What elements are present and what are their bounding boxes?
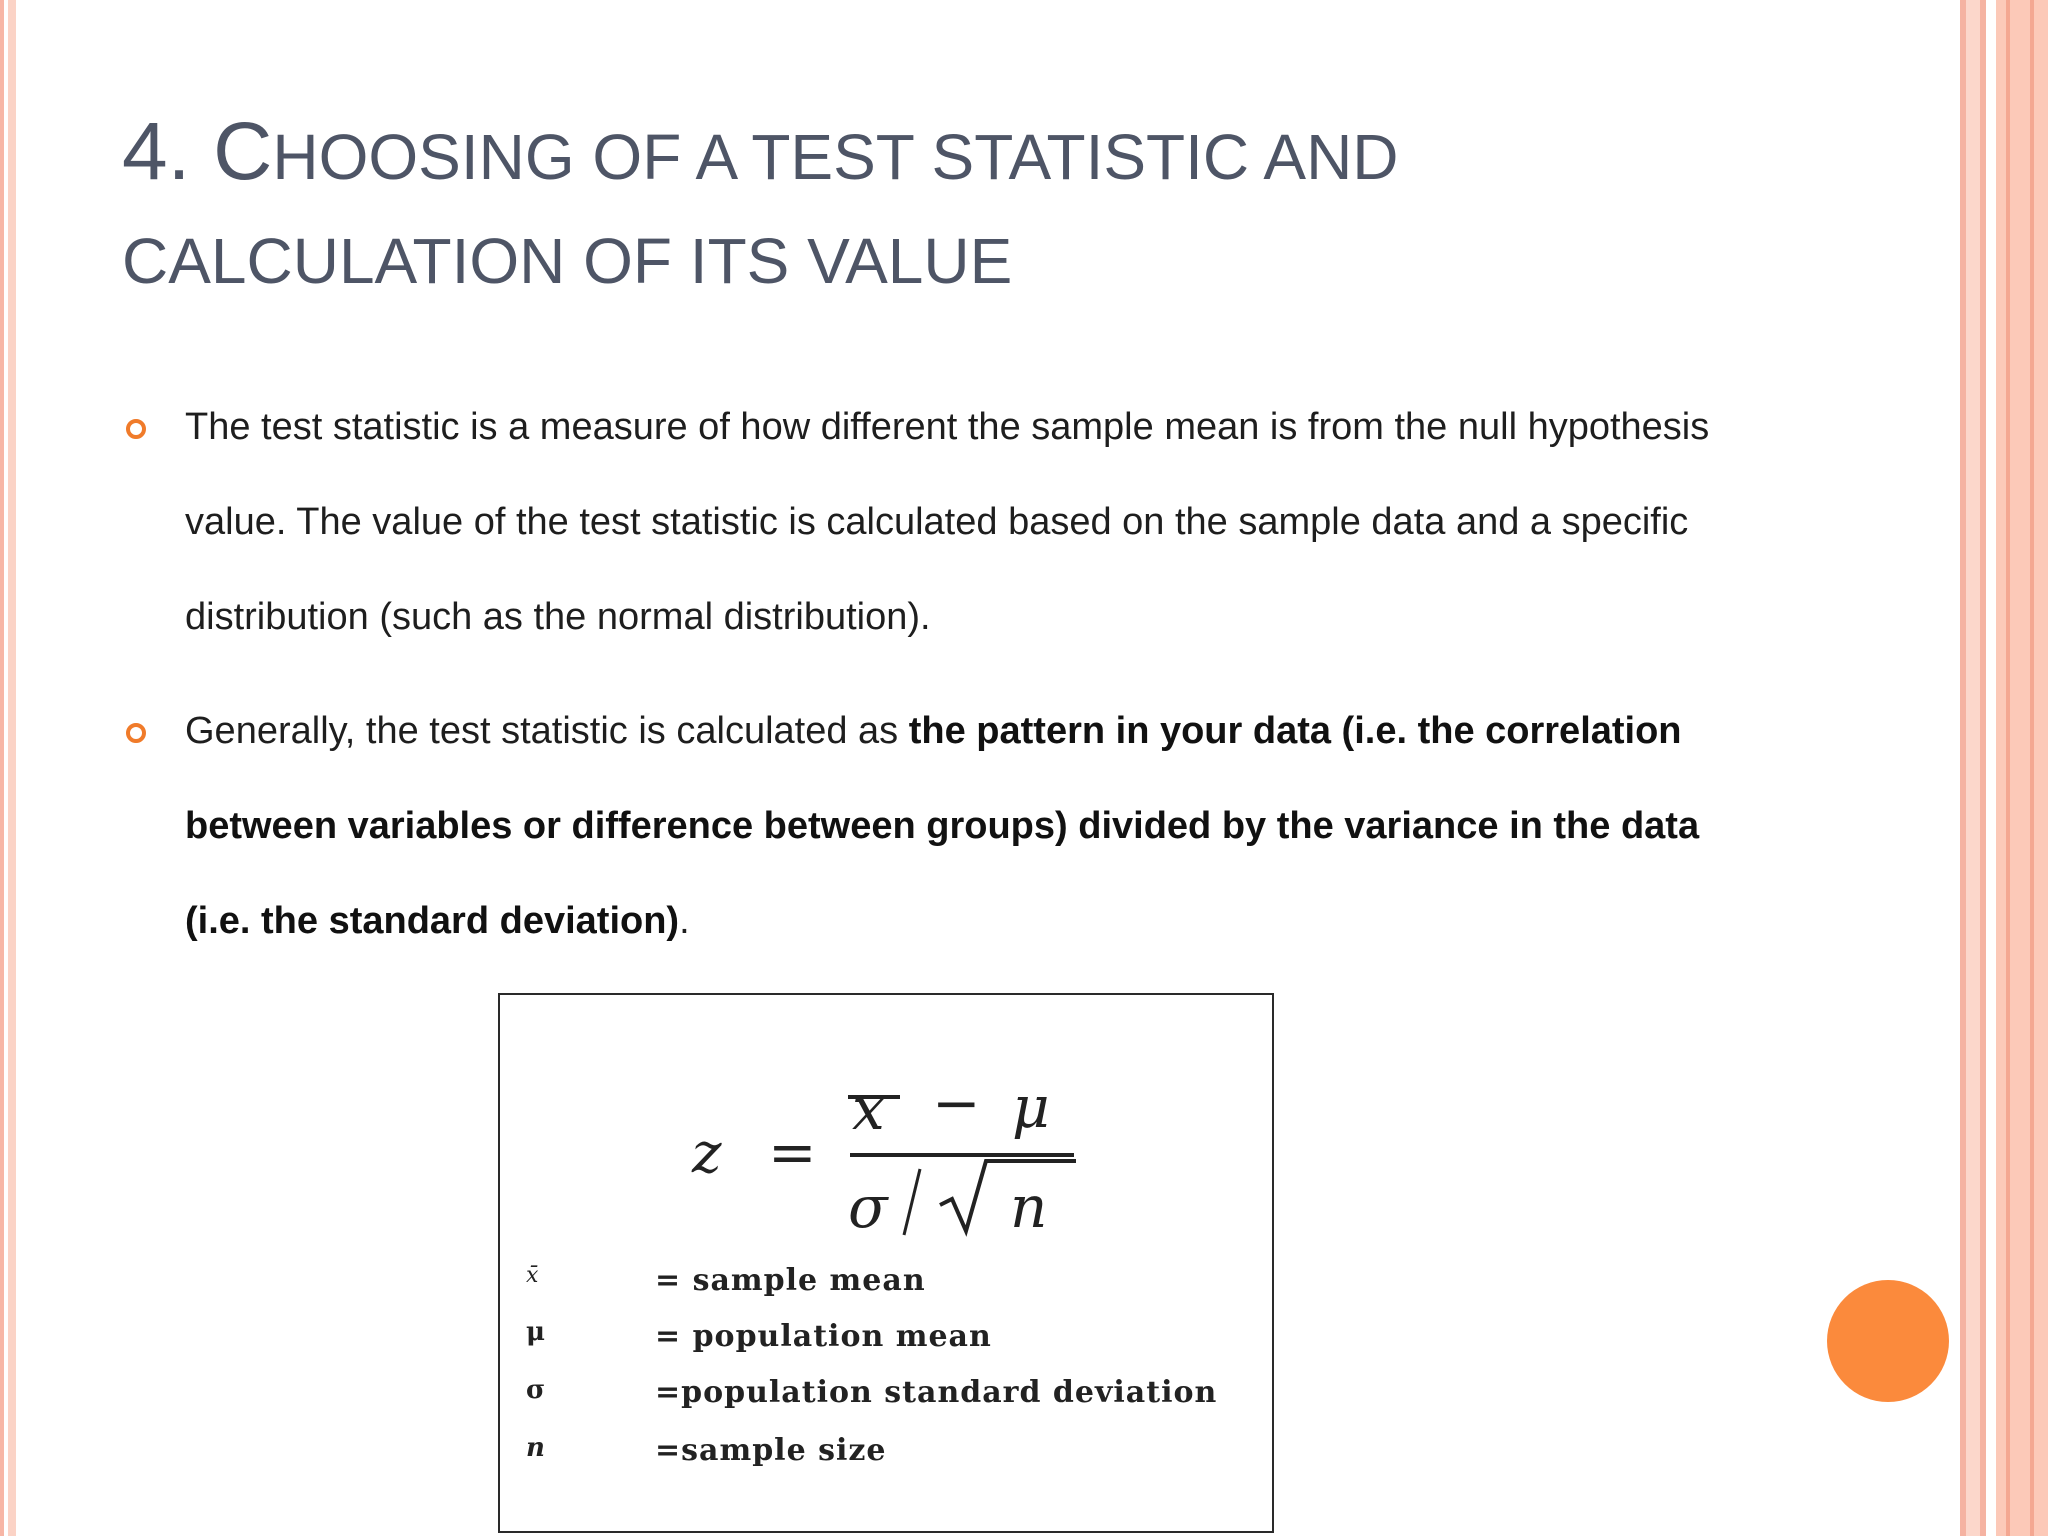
legend-symbol-mu: μ bbox=[526, 1317, 546, 1347]
bullet-text-1: The test statistic is a measure of how different the sample mean is from the null hypothesis value. The value of the test statistic is calculated based on the sample data and a specific distribution (such as the normal distribution). bbox=[185, 406, 1710, 638]
formula-sigma: σ bbox=[848, 1173, 888, 1241]
bullet-2-end: . bbox=[679, 900, 690, 942]
bullet-ring-icon bbox=[124, 721, 148, 745]
sqrt-sign bbox=[940, 1161, 1076, 1231]
legend-symbol-n: n bbox=[526, 1433, 545, 1463]
formula-z: z bbox=[692, 1121, 722, 1186]
formula-equals: = bbox=[768, 1118, 817, 1186]
right-border-gap bbox=[1986, 0, 1996, 1536]
bullet-2-plain: Generally, the test statistic is calculated as bbox=[185, 710, 909, 752]
legend-symbol-xbar: x̄ bbox=[526, 1263, 539, 1288]
title-first-char: 4. C bbox=[122, 106, 273, 197]
formula-box bbox=[498, 993, 1274, 1533]
right-border-line bbox=[2030, 0, 2034, 1536]
bullet-2-bold: the pattern in your data (i.e. the correlation between variables or difference between groups) divided by the variance in the data (i.e. the standard deviation) bbox=[185, 710, 1700, 942]
legend-desc-sigma: =population standard deviation bbox=[655, 1375, 1218, 1410]
formula-n: n bbox=[1010, 1173, 1048, 1241]
legend-desc-n: =sample size bbox=[655, 1433, 887, 1468]
right-border-stripe bbox=[1966, 0, 1980, 1536]
formula-minus: − bbox=[932, 1069, 981, 1137]
bullet-ring-icon bbox=[124, 417, 148, 441]
legend-symbol-sigma: σ bbox=[526, 1375, 546, 1405]
right-border-line bbox=[2006, 0, 2010, 1536]
formula-x: x bbox=[852, 1075, 885, 1143]
legend-desc-xbar: = sample mean bbox=[655, 1263, 926, 1298]
left-border-stripe bbox=[0, 0, 4, 1536]
title-line1: HOOSING OF A TEST STATISTIC AND bbox=[272, 121, 1399, 193]
accent-circle bbox=[1827, 1280, 1949, 1402]
formula-mu: μ bbox=[1012, 1073, 1050, 1141]
left-border-stripe-inner bbox=[8, 0, 16, 1536]
slide-title bbox=[122, 100, 1902, 313]
slash-mark bbox=[904, 1169, 920, 1235]
legend-desc-mu: = population mean bbox=[655, 1319, 992, 1354]
title-line2: CALCULATION OF ITS VALUE bbox=[122, 225, 1013, 297]
bullet-text-2 bbox=[185, 684, 1775, 969]
right-border-band bbox=[1996, 0, 2048, 1536]
